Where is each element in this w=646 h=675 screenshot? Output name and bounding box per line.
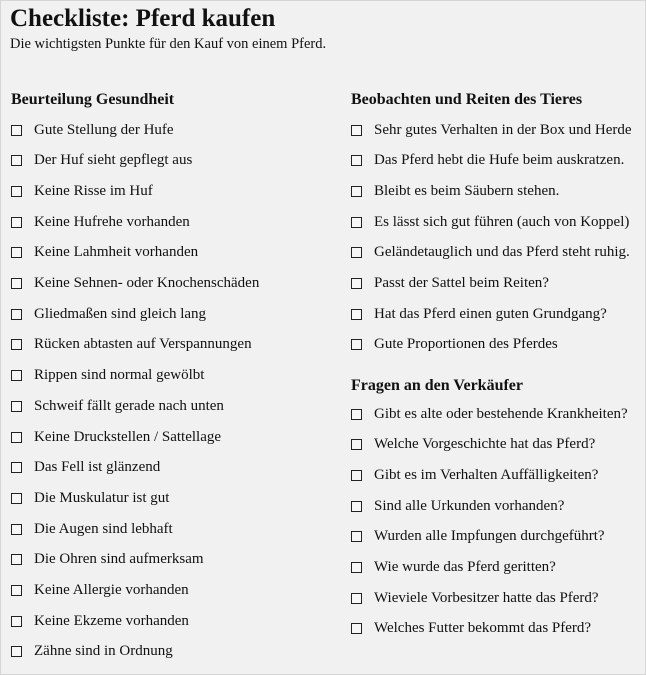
checklist-item[interactable] <box>11 487 169 509</box>
checkbox[interactable] <box>11 370 22 381</box>
checkbox[interactable] <box>351 439 362 450</box>
checklist-item[interactable] <box>351 557 556 579</box>
checklist-item-label: Schweif fällt gerade nach unten <box>34 397 224 414</box>
checklist-item[interactable] <box>351 403 628 425</box>
checklist-item[interactable] <box>11 518 173 540</box>
checklist-item[interactable] <box>11 365 204 387</box>
checklist-item-label: Die Ohren sind aufmerksam <box>34 551 204 568</box>
checkbox[interactable] <box>351 278 362 289</box>
checklist-item-label: Gute Proportionen des Pferdes <box>374 336 558 353</box>
checklist-item-label: Keine Sehnen- oder Knochenschäden <box>34 275 260 291</box>
checkbox[interactable] <box>11 462 22 473</box>
checkbox[interactable] <box>11 309 22 320</box>
checklist-item-label: Das Pferd hebt die Hufe beim auskratzen. <box>374 152 625 169</box>
checkbox[interactable] <box>11 401 22 412</box>
checklist-item[interactable] <box>11 334 252 356</box>
checklist-item-label: Keine Lahmheit vorhanden <box>34 244 199 261</box>
checklist-item[interactable] <box>11 119 174 141</box>
checkbox[interactable] <box>11 247 22 258</box>
checklist-item-label: Bleibt es beim Säubern stehen. <box>374 182 560 199</box>
checkbox[interactable] <box>351 217 362 228</box>
checklist-item-label: Die Augen sind lebhaft <box>34 520 173 537</box>
checkbox[interactable] <box>351 501 362 512</box>
checklist-item[interactable] <box>11 242 198 264</box>
checkbox[interactable] <box>11 155 22 166</box>
checklist-item-label: Wie wurde das Pferd geritten? <box>374 559 556 575</box>
checklist-item-label: Das Fell ist glänzend <box>34 459 161 476</box>
checkbox[interactable] <box>351 470 362 481</box>
checkbox[interactable] <box>11 217 22 228</box>
checklist-item[interactable] <box>11 273 259 295</box>
checkbox[interactable] <box>11 585 22 596</box>
checkbox[interactable] <box>11 339 22 350</box>
checklist-item-label: Gibt es im Verhalten Auffälligkeiten? <box>374 466 599 483</box>
checklist-item-label: Geländetauglich und das Pferd steht ruhig. <box>374 244 630 261</box>
checklist-item-label: Gliedmaßen sind gleich lang <box>34 305 207 322</box>
checklist-item-label: Welches Futter bekommt das Pferd? <box>374 620 592 637</box>
section-heading-observation: Beobachten und Reiten des Tieres <box>351 91 583 108</box>
checklist-item[interactable] <box>351 495 564 517</box>
checklist-item[interactable] <box>11 426 221 448</box>
checkbox[interactable] <box>11 278 22 289</box>
checklist-item-label: Sehr gutes Verhalten in der Box und Herde <box>374 121 632 138</box>
checkbox[interactable] <box>351 531 362 542</box>
checklist-item-label: Passt der Sattel beim Reiten? <box>374 275 549 291</box>
checkbox[interactable] <box>351 155 362 166</box>
checklist-item[interactable] <box>351 273 549 295</box>
checklist-item-label: Keine Ekzeme vorhanden <box>34 612 189 629</box>
checklist-item[interactable] <box>11 457 160 479</box>
checklist-item[interactable] <box>351 303 607 325</box>
checkbox[interactable] <box>351 593 362 604</box>
checklist-item[interactable] <box>351 119 632 141</box>
checkbox[interactable] <box>351 309 362 320</box>
checklist-item[interactable] <box>351 587 599 609</box>
checklist-item-label: Es lässt sich gut führen (auch von Koppel) <box>374 213 630 230</box>
checklist-item[interactable] <box>11 303 206 325</box>
checklist-item[interactable] <box>351 334 558 356</box>
checkbox[interactable] <box>11 125 22 136</box>
checklist-item-label: Rücken abtasten auf Verspannungen <box>34 336 252 353</box>
checklist-item[interactable] <box>351 242 630 264</box>
checklist-item-label: Keine Hufrehe vorhanden <box>34 213 190 230</box>
checklist-item[interactable] <box>11 549 204 571</box>
checklist-item[interactable] <box>11 150 192 172</box>
checkbox[interactable] <box>351 247 362 258</box>
checklist-item[interactable] <box>11 211 190 233</box>
checkbox[interactable] <box>11 432 22 443</box>
checklist-item-label: Wurden alle Impfungen durchgeführt? <box>374 528 605 545</box>
checkbox[interactable] <box>11 616 22 627</box>
checkbox[interactable] <box>11 524 22 535</box>
checklist-item-label: Der Huf sieht gepflegt aus <box>34 152 193 169</box>
checkbox[interactable] <box>11 493 22 504</box>
checklist-item-label: Keine Allergie vorhanden <box>34 582 189 598</box>
section-heading-seller-questions: Fragen an den Verkäufer <box>351 377 523 394</box>
checklist-item[interactable] <box>351 180 559 202</box>
checklist-item[interactable] <box>351 211 629 233</box>
checklist-item-label: Hat das Pferd einen guten Grundgang? <box>374 305 607 322</box>
checklist-item[interactable] <box>11 180 153 202</box>
checklist-item-label: Keine Risse im Huf <box>34 182 153 199</box>
checkbox[interactable] <box>351 186 362 197</box>
checklist-item-label: Welche Vorgeschichte hat das Pferd? <box>374 436 596 453</box>
checkbox[interactable] <box>11 646 22 657</box>
checkbox[interactable] <box>351 339 362 350</box>
checklist-item-label: Gibt es alte oder bestehende Krankheiten? <box>374 405 628 422</box>
checklist-item-label: Gute Stellung der Hufe <box>34 121 174 138</box>
checklist-item-label: Keine Druckstellen / Sattellage <box>34 428 222 445</box>
checklist-item[interactable] <box>11 580 189 602</box>
checklist-item-label: Sind alle Urkunden vorhanden? <box>374 497 565 514</box>
checklist-item[interactable] <box>351 150 624 172</box>
checkbox[interactable] <box>11 554 22 565</box>
checklist-item-label: Rippen sind normal gewölbt <box>34 367 205 384</box>
section-heading-health: Beurteilung Gesundheit <box>11 91 175 108</box>
page-subtitle: Die wichtigsten Punkte für den Kauf von einem Pferd. <box>10 36 327 52</box>
checkbox[interactable] <box>351 562 362 573</box>
checklist-item[interactable] <box>11 610 189 632</box>
checkbox[interactable] <box>351 623 362 634</box>
checklist-item[interactable] <box>351 464 598 486</box>
checklist-item-label: Wieviele Vorbesitzer hatte das Pferd? <box>374 589 599 606</box>
checklist-item-label: Die Muskulatur ist gut <box>34 489 170 506</box>
page-title: Checkliste: Pferd kaufen <box>10 5 276 32</box>
checkbox[interactable] <box>351 409 362 420</box>
checklist-item[interactable] <box>351 526 605 548</box>
checkbox[interactable] <box>11 186 22 197</box>
checklist-item[interactable] <box>351 618 591 640</box>
checklist-item-label: Zähne sind in Ordnung <box>34 643 173 660</box>
checklist-item[interactable] <box>351 434 595 456</box>
checkbox[interactable] <box>351 125 362 136</box>
checklist-item[interactable] <box>11 395 224 417</box>
checklist-item[interactable] <box>11 641 173 663</box>
